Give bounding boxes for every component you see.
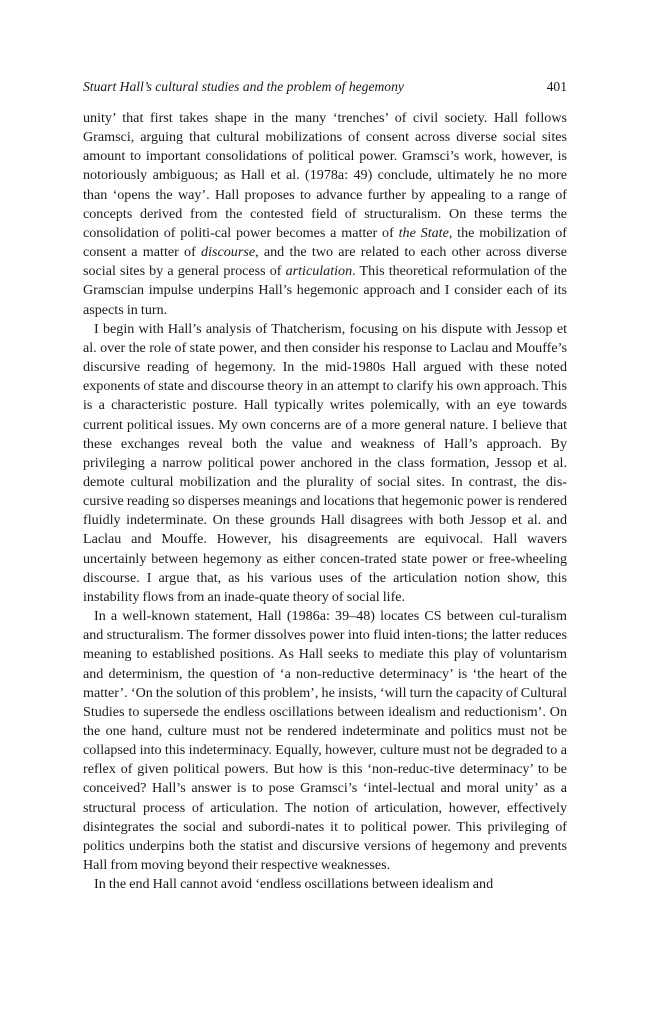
paragraph-1-text-b: , the mobilization of consent a matter of bbox=[83, 224, 567, 261]
paragraph-1-text-a: unity’ that first takes shape in the many ‘trenches’ of civil society. Hall follows Gramsci, arguing that cultural mobilizations of consent across diverse social sites amount to important consolidations of political power. Gramsci’s work, however, is notoriously ambiguous; as Hall et al. (1978a: 49) conclude, ultimately he no more than ‘opens the way’. Hall proposes to advance further by appealing to a range of concepts derived from the contested field of structuralism. On these terms the consolidation of politi-cal power becomes a matter of bbox=[83, 110, 567, 241]
emphasis-articulation: articulation bbox=[285, 263, 353, 280]
paragraph-2: I begin with Hall’s analysis of Thatcherism, focusing on his dispute with Jessop et al. over the role of state power, and then consider his response to Laclau and Mouffe’s discursive reading of hegemony. In the mid-1980s Hall argued with these noted exponents of state and discourse theory in an attempt to clarify his own approach. This is a characteristic posture. Hall typically writes polemically, with an eye towards current political issues. My own concerns are of a more general nature. I believe that these exchanges reveal both the value and weakness of Hall’s approach. By privileging a narrow political power anchored in the class formation, Jessop et al. demote cultural mobilization and the plurality of social sites. In contrast, the dis-cursive reading so disperses meanings and locations that hegemonic power is rendered fluidly indeterminate. On these grounds Hall disagrees with both Jessop et al. and Laclau and Mouffe. However, his disagreements are equivocal. Hall wavers uncertainly between hegemony as either concen-trated state power or free-wheeling discourse. I argue that, as his various uses of the articulation notion show, this instability flows from an inade-quate theory of social life. bbox=[83, 320, 567, 605]
paragraph-3: In a well-known statement, Hall (1986a: 39–48) locates CS between cul-turalism and structuralism. The former dissolves power into fluid inten-tions; the latter reduces meaning to established positions. As Hall seeks to mediate this play of voluntarism and determinism, the question of ‘a non-reductive determinacy’ is ‘the heart of the matter’. ‘On the solution of this problem’, he insists, ‘will turn the capacity of Cultural Studies to supersede the endless oscillations between idealism and reductionism’. On the one hand, culture must not be rendered indeterminate and politics must not be collapsed into this indeterminacy. Equally, however, culture must not be degraded to a reflex of given political powers. But how is this ‘non-reduc-tive determinacy’ to be conceived? Hall’s answer is to pose Gramsci’s ‘intel-lectual and moral unity’ as a structural process of articulation. The notion of articulation, however, effectively disintegrates the social and subordi-nates it to political power. This privileging of politics underpins both the statist and discursive versions of hegemony and prevents Hall from moving beyond their respective weaknesses. bbox=[83, 608, 567, 874]
book-page bbox=[83, 76, 567, 894]
paragraph-1-text-d: . This theoretical reformulation of the Gramscian impulse underpins Hall’s hegemonic approach and I consider each of its aspects in turn. bbox=[83, 263, 567, 318]
paragraph-4: In the end Hall cannot avoid ‘endless oscillations between idealism and bbox=[94, 876, 494, 893]
paragraph-1 bbox=[83, 109, 567, 320]
page-number: 401 bbox=[546, 79, 567, 94]
running-title: Stuart Hall’s cultural studies and the problem of hegemony bbox=[83, 79, 404, 94]
paragraph-1-text-c: , and the two are related to each other across diverse social sites by a general process of bbox=[83, 244, 567, 280]
emphasis-the-state: the State bbox=[398, 224, 449, 241]
body-text bbox=[83, 109, 567, 894]
emphasis-discourse: discourse bbox=[201, 244, 256, 261]
running-head bbox=[83, 76, 567, 98]
